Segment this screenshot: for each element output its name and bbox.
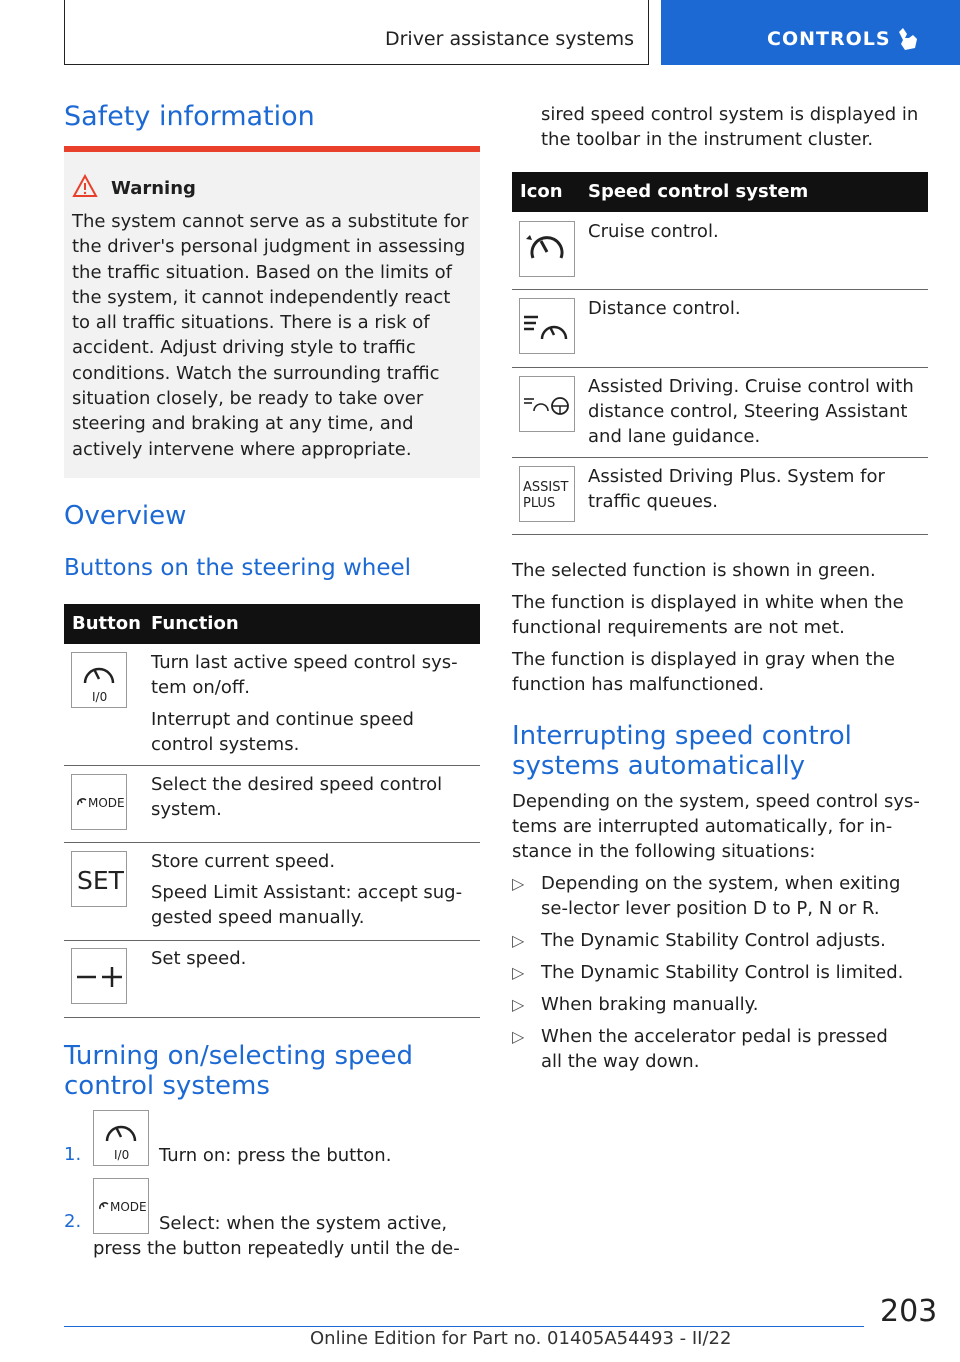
distance-control-icon	[519, 298, 575, 354]
function-text: Turn last active speed control sys-tem on/off.	[151, 652, 458, 698]
system-text: Assisted Driving Plus. System for traffic queues.	[588, 466, 885, 512]
warning-title: Warning	[111, 178, 196, 199]
paragraph: The function is displayed in gray when the function has malfunctioned.	[512, 649, 895, 695]
plus-label: PLUS	[523, 496, 556, 511]
function-text: Select the desired speed control system.	[151, 774, 443, 820]
io-label: I/0	[114, 1148, 130, 1162]
paragraph: The selected function is shown in green.	[512, 560, 876, 581]
heading-interrupting: Interrupting speed control systems automatically	[512, 721, 852, 781]
system-text: Cruise control.	[588, 221, 719, 242]
step-number: 1.	[64, 1144, 82, 1165]
function-text: Set speed.	[151, 948, 247, 969]
assist-label: ASSIST	[523, 480, 569, 495]
function-text: Store current speed.	[151, 851, 336, 872]
chapter-title: CONTROLS	[767, 28, 891, 50]
heading-buttons-steering-wheel: Buttons on the steering wheel	[64, 555, 412, 581]
step-number: 2.	[64, 1211, 82, 1232]
mode-button-icon	[71, 774, 127, 830]
list-item: The Dynamic Stability Control is limited.	[541, 962, 904, 983]
icons-table-header	[512, 172, 928, 212]
warning-box	[64, 146, 480, 478]
paragraph: The function is displayed in white when the functional requirements are not met.	[512, 592, 904, 638]
bullet-marker: ▷	[512, 1027, 525, 1046]
bullet-marker: ▷	[512, 874, 525, 893]
column-header-speed-control-system: Speed control system	[588, 181, 809, 202]
list-item: The Dynamic Stability Control adjusts.	[541, 930, 886, 951]
table-row-divider	[64, 940, 480, 941]
speed-control-onoff-icon	[93, 1110, 149, 1166]
footer-divider	[64, 1326, 864, 1327]
set-label: SET	[77, 866, 124, 895]
page-number: 203	[880, 1294, 938, 1329]
set-button-icon	[71, 851, 127, 907]
assist-plus-icon	[519, 466, 575, 522]
bullet-marker: ▷	[512, 931, 525, 950]
chapter-tab[interactable]	[661, 0, 960, 65]
heading-turning-on-selecting: Turning on/selecting speed control systems	[64, 1041, 414, 1101]
mode-label: MODE	[110, 1200, 147, 1214]
intro-text: sired speed control system is displayed in the toolbar in the instrument cluster.	[541, 104, 919, 150]
column-header-icon: Icon	[520, 181, 563, 202]
column-header-function: Function	[151, 613, 239, 634]
heading-overview: Overview	[64, 501, 187, 531]
assisted-driving-icon	[519, 376, 575, 432]
steering-hand-icon	[893, 24, 923, 54]
list-item: When braking manually.	[541, 994, 759, 1015]
table-row-divider	[64, 842, 480, 843]
table-row-divider	[512, 457, 928, 458]
minus-plus-rocker-icon	[71, 948, 127, 1004]
system-text: Assisted Driving. Cruise control with distance control, Steering Assistant and lane guidance.	[588, 376, 914, 447]
cruise-control-icon	[519, 221, 575, 277]
warning-triangle-icon	[72, 174, 98, 198]
step-text: Turn on: press the button.	[159, 1145, 392, 1166]
list-item: When the accelerator pedal is pressed all the way down.	[541, 1026, 888, 1072]
buttons-table-header	[64, 604, 480, 644]
section-title: Driver assistance systems	[384, 28, 634, 50]
list-item: Depending on the system, when exiting se-lector lever position D to P, N or R.	[541, 873, 901, 919]
function-text: Speed Limit Assistant: accept sug-gested speed manually.	[151, 882, 463, 928]
header-section-box	[64, 0, 649, 65]
speed-control-onoff-icon	[71, 652, 127, 708]
column-header-button: Button	[72, 613, 141, 634]
heading-safety-information: Safety information	[64, 101, 315, 132]
paragraph: Depending on the system, speed control sys-tems are interrupted automatically, for in-stance in the following situations:	[512, 791, 920, 862]
step-text: Select: when the system active,	[159, 1213, 448, 1234]
step-text-continued: press the button repeatedly until the de-	[93, 1238, 460, 1259]
table-row-divider	[64, 765, 480, 766]
mode-label: MODE	[88, 796, 125, 810]
table-row-divider	[512, 289, 928, 290]
bullet-marker: ▷	[512, 995, 525, 1014]
system-text: Distance control.	[588, 298, 741, 319]
table-row-divider	[64, 1017, 480, 1018]
io-label: I/0	[92, 690, 108, 704]
table-row-divider	[512, 367, 928, 368]
table-row-divider	[512, 534, 928, 535]
bullet-marker: ▷	[512, 963, 525, 982]
function-text: Interrupt and continue speed control systems.	[151, 709, 414, 755]
mode-button-icon	[93, 1178, 149, 1234]
footer-edition: Online Edition for Part no. 01405A54493 - II/22	[310, 1328, 732, 1349]
warning-text: The system cannot serve as a substitute for the driver's personal judgment in assessing the traffic situation. Based on the limits of the system, it cannot independently react to all traffic situations. There is a risk of accident. Adjust driving style to traffic conditions. Watch the surrounding traffic situation closely, be ready to take over steering and braking at any time, and actively intervene where appropriate.	[72, 211, 469, 460]
